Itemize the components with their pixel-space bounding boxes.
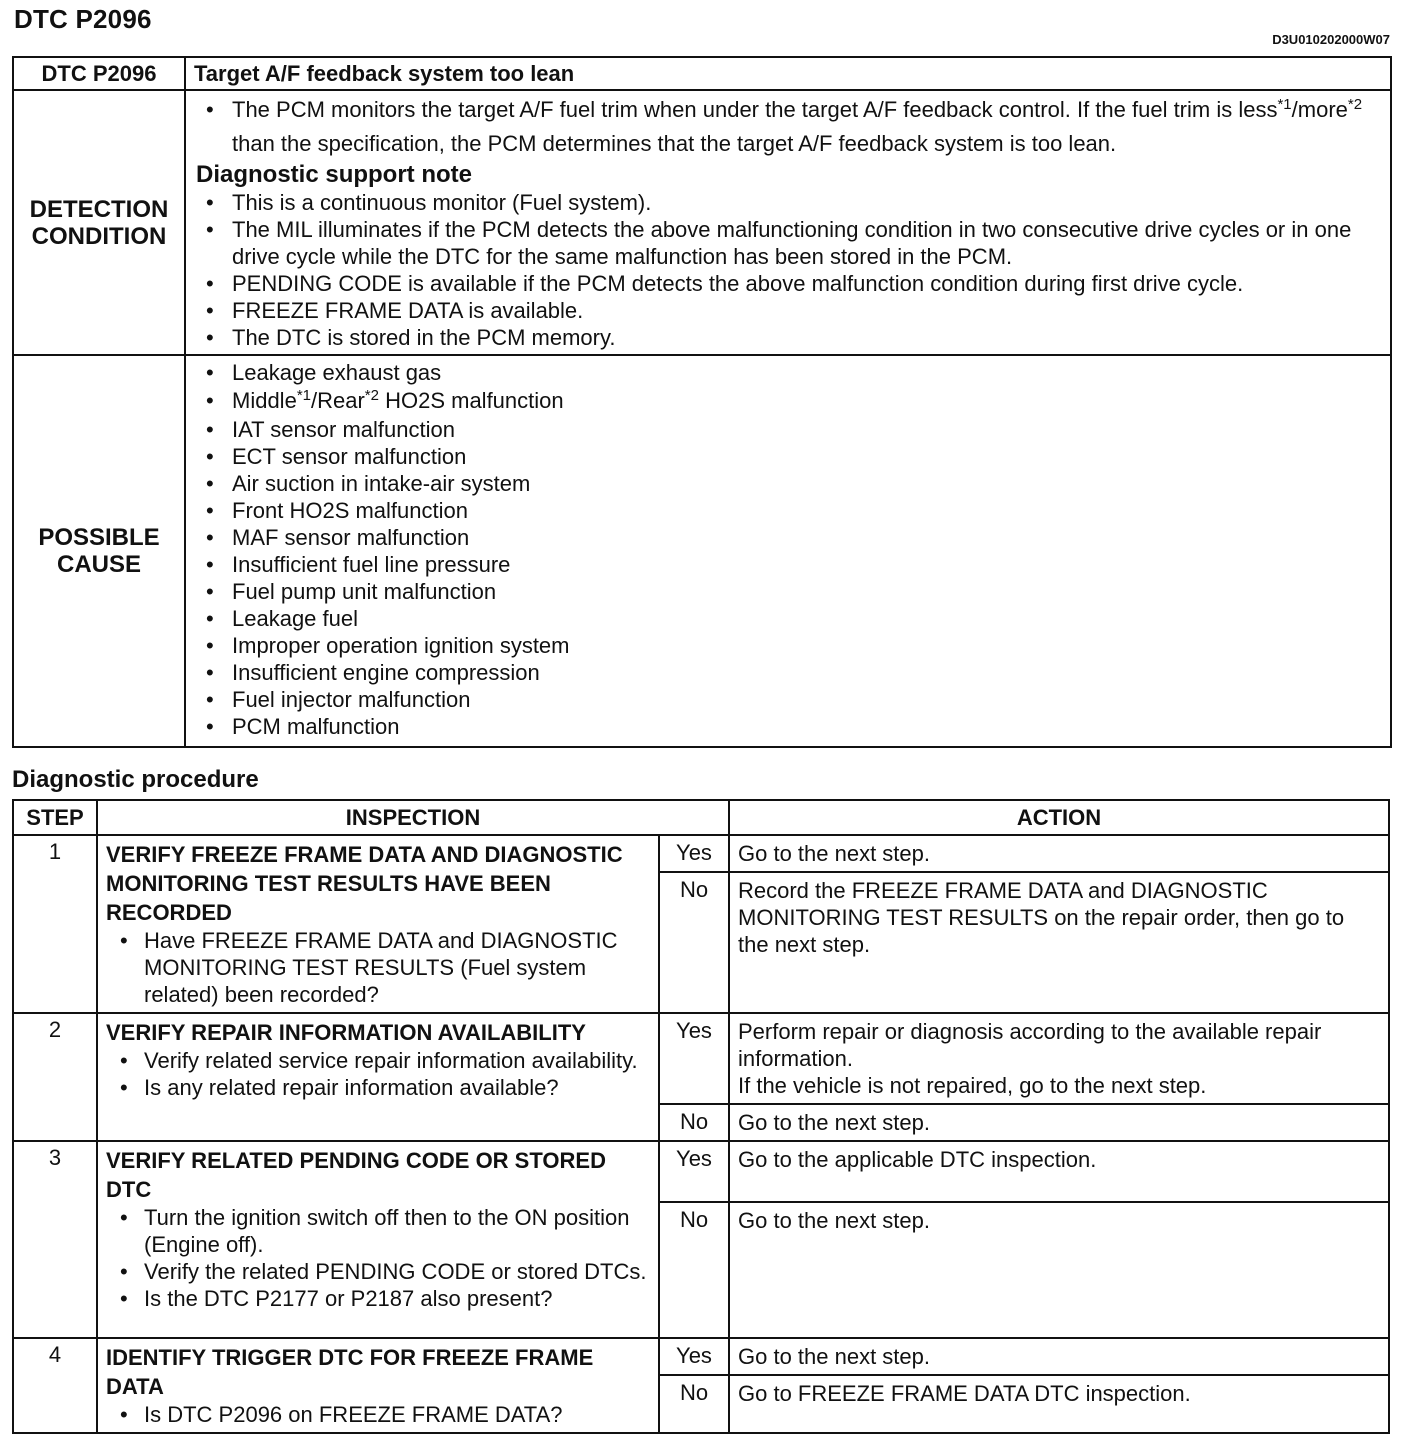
support-note-heading: Diagnostic support note <box>196 161 472 188</box>
cause-item: • ECT sensor malfunction <box>192 443 1384 470</box>
step-bullets <box>106 1401 652 1428</box>
cause-label-line2: CAUSE <box>56 551 141 578</box>
no-action: Go to the next step. <box>729 1202 1389 1338</box>
cause-item: • Insufficient engine compression <box>192 659 1384 686</box>
step-inspection <box>97 835 659 1013</box>
detection-lead-list <box>192 93 1384 161</box>
step-row <box>13 835 1389 872</box>
page-title: DTC P2096 <box>14 4 152 34</box>
no-label: No <box>659 1202 729 1338</box>
step-inspection <box>97 1338 659 1433</box>
detection-label <box>13 90 185 355</box>
step-inspection <box>97 1141 659 1338</box>
cause-item: • IAT sensor malfunction <box>192 416 1384 443</box>
ho2s-text-1: Middle <box>232 388 297 413</box>
support-note-item: • PENDING CODE is available if the PCM detects the above malfunction condition during first drive cycle. <box>192 270 1384 297</box>
detection-row <box>13 90 1391 355</box>
cause-item: • Fuel pump unit malfunction <box>192 578 1384 605</box>
cause-item: • Leakage exhaust gas <box>192 359 1384 386</box>
ho2s-sup-2: *2 <box>364 387 379 404</box>
dtc-code-cell: DTC P2096 <box>13 57 185 90</box>
cause-item: • Improper operation ignition system <box>192 632 1384 659</box>
ho2s-text-2: /Rear <box>311 388 365 413</box>
no-action: Record the FREEZE FRAME DATA and DIAGNOSTIC MONITORING TEST RESULTS on the repair order, then go to the next step. <box>729 872 1389 1013</box>
detection-label-line2: CONDITION <box>31 222 167 250</box>
document-id: D3U010202000W07 <box>1272 32 1390 47</box>
yes-label: Yes <box>659 1141 729 1202</box>
step-title: VERIFY FREEZE FRAME DATA AND DIAGNOSTIC MONITORING TEST RESULTS HAVE BEEN RECORDED <box>106 842 623 925</box>
cause-label <box>13 355 185 747</box>
detection-label-line1: DETECTION <box>29 195 169 223</box>
support-note-item: • FREEZE FRAME DATA is available. <box>192 297 1384 324</box>
step-bullet: • Have FREEZE FRAME DATA and DIAGNOSTIC MONITORING TEST RESULTS (Fuel system related) been recorded? <box>106 927 652 1008</box>
support-note-list <box>192 189 1384 351</box>
no-action: Go to FREEZE FRAME DATA DTC inspection. <box>729 1375 1389 1433</box>
cause-item: • PCM malfunction <box>192 713 1384 740</box>
support-note-item: • The MIL illuminates if the PCM detects the above malfunctioning condition in two consecutive drive cycles or in one drive cycle while the DTC for the same malfunction has been stored in the PCM. <box>192 216 1384 270</box>
support-note-item: • This is a continuous monitor (Fuel system). <box>192 189 1384 216</box>
step-row <box>13 1338 1389 1375</box>
step-bullet: • Is any related repair information available? <box>106 1074 652 1101</box>
dtc-description-cell: Target A/F feedback system too lean <box>185 57 1391 90</box>
no-label: No <box>659 872 729 1013</box>
dtc-header-row <box>13 57 1391 90</box>
cause-item: • Insufficient fuel line pressure <box>192 551 1384 578</box>
cause-item: • Leakage fuel <box>192 605 1384 632</box>
lead-sup-1: *1 <box>1277 96 1292 113</box>
step-number: 3 <box>13 1141 97 1338</box>
lead-text-3: than the specification, the PCM determines that the target A/F feedback system is too lean. <box>232 131 1117 156</box>
step-number: 4 <box>13 1338 97 1433</box>
inspection-header: INSPECTION <box>97 800 729 835</box>
cause-item <box>192 386 1384 416</box>
step-inspection <box>97 1013 659 1141</box>
procedure-title: Diagnostic procedure <box>12 766 259 793</box>
yes-action: Go to the applicable DTC inspection. <box>729 1141 1389 1202</box>
yes-action <box>729 1013 1389 1104</box>
yes-label: Yes <box>659 1013 729 1104</box>
ho2s-text-3: HO2S malfunction <box>378 388 564 413</box>
detection-lead-item <box>192 93 1384 161</box>
no-label: No <box>659 1375 729 1433</box>
cause-row <box>13 355 1391 747</box>
dtc-info-table <box>12 56 1392 748</box>
action-header: ACTION <box>729 800 1389 835</box>
step-row <box>13 1141 1389 1202</box>
procedure-header-row <box>13 800 1389 835</box>
step-header: STEP <box>13 800 97 835</box>
step-bullets <box>106 1047 652 1101</box>
cause-item: • Fuel injector malfunction <box>192 686 1384 713</box>
cause-item: • Air suction in intake-air system <box>192 470 1384 497</box>
lead-text-1: The PCM monitors the target A/F fuel trim when under the target A/F feedback control. If the fuel trim is less <box>232 97 1278 122</box>
no-label: No <box>659 1104 729 1141</box>
detection-content <box>185 90 1391 355</box>
yes-action: Go to the next step. <box>729 1338 1389 1375</box>
step-bullet: • Turn the ignition switch off then to the ON position (Engine off). <box>106 1204 652 1258</box>
yes-action: Go to the next step. <box>729 835 1389 872</box>
step-bullet: • Verify the related PENDING CODE or stored DTCs. <box>106 1258 652 1285</box>
step-number: 2 <box>13 1013 97 1141</box>
cause-item: • MAF sensor malfunction <box>192 524 1384 551</box>
cause-content <box>185 355 1391 747</box>
lead-text-2: /more <box>1291 97 1348 122</box>
cause-label-line1: POSSIBLE <box>38 524 160 551</box>
support-note-item: • The DTC is stored in the PCM memory. <box>192 324 1384 351</box>
step-number: 1 <box>13 835 97 1013</box>
step-bullet: • Is the DTC P2177 or P2187 also present? <box>106 1285 652 1312</box>
step-row <box>13 1013 1389 1104</box>
ho2s-sup-1: *1 <box>296 387 311 404</box>
cause-list <box>192 359 1384 740</box>
step-bullet: • Is DTC P2096 on FREEZE FRAME DATA? <box>106 1401 652 1428</box>
step-bullets <box>106 1204 652 1312</box>
step-bullet: • Verify related service repair information availability. <box>106 1047 652 1074</box>
diagnostic-procedure-table <box>12 799 1390 1434</box>
yes-action-line: If the vehicle is not repaired, go to the next step. <box>738 1073 1207 1098</box>
yes-label: Yes <box>659 835 729 872</box>
step-title: VERIFY RELATED PENDING CODE OR STORED DTC <box>106 1148 606 1202</box>
no-action: Go to the next step. <box>729 1104 1389 1141</box>
step-title: VERIFY REPAIR INFORMATION AVAILABILITY <box>106 1020 586 1045</box>
yes-label: Yes <box>659 1338 729 1375</box>
yes-action-line: Perform repair or diagnosis according to the available repair information. <box>738 1019 1322 1071</box>
step-title: IDENTIFY TRIGGER DTC FOR FREEZE FRAME DATA <box>106 1345 594 1399</box>
cause-item: • Front HO2S malfunction <box>192 497 1384 524</box>
lead-sup-2: *2 <box>1347 96 1363 113</box>
step-bullets <box>106 927 652 1008</box>
